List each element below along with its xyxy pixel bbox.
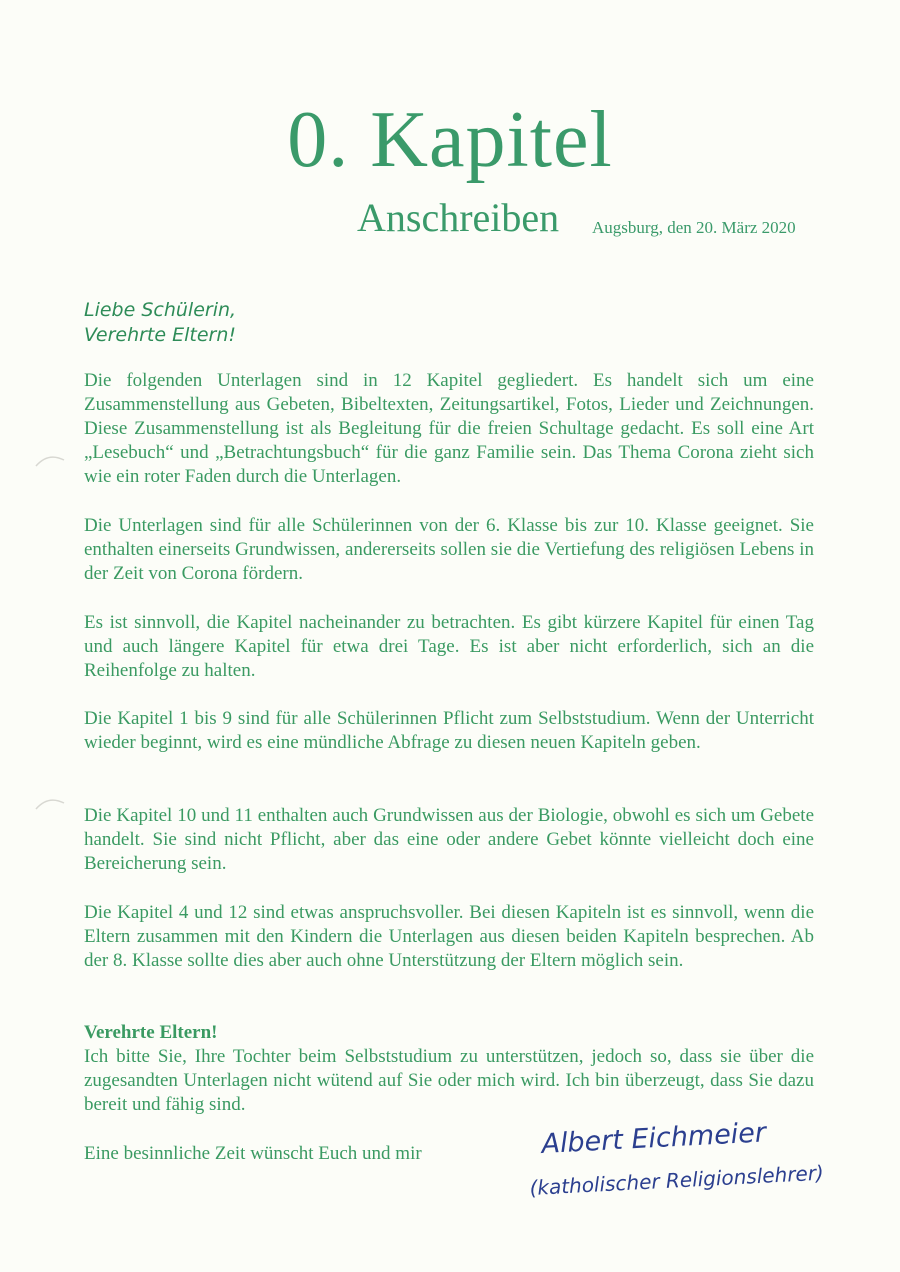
punch-hole-mark (34, 450, 68, 470)
parents-section (84, 1021, 814, 1117)
signature-role: (katholischer Religionslehrer) (529, 1160, 825, 1200)
paragraph-7: Ich bitte Sie, Ihre Tochter beim Selbststudium zu unterstützen, jedoch so, dass sie über die zugesandten Unterlagen nicht wütend auf Sie oder mich wird. Ich bin überzeugt, dass Sie dazu bereit und fähig sind. (84, 1046, 814, 1115)
date-line: Augsburg, den 20. März 2020 (592, 218, 796, 237)
closing-line: Eine besinnliche Zeit wünscht Euch und mir (84, 1143, 422, 1164)
paragraph-1: Die folgenden Unterlagen sind in 12 Kapitel gegliedert. Es handelt sich um eine Zusammenstellung aus Gebeten, Bibeltexten, Zeitungsartikel, Fotos, Lieder und Zeichnungen. Diese Zusammenstellung ist als Begleitung für die freien Schultage gedacht. Es soll eine Art „Lesebuch“ und „Betrachtungsbuch“ für die ganz Familie sein. Das Thema Corona zieht sich wie ein roter Faden durch die Unterlagen. (84, 370, 814, 487)
handwritten-signature (520, 1115, 890, 1205)
signature-name: Albert Eichmeier (540, 1117, 767, 1160)
parents-heading: Verehrte Eltern! (84, 1022, 218, 1043)
paragraph-6: Die Kapitel 4 und 12 sind etwas anspruchsvoller. Bei diesen Kapiteln ist es sinnvoll, wenn die Eltern zusammen mit den Kindern die Unterlagen aus diesen beiden Kapiteln besprechen. Ab der 8. Klasse sollte dies aber auch ohne Unterstützung der Eltern möglich sein. (84, 902, 814, 971)
page-title: 0. Kapitel (287, 96, 613, 184)
paragraph-5: Die Kapitel 10 und 11 enthalten auch Grundwissen aus der Biologie, obwohl es sich um Gebete handelt. Sie sind nicht Pflicht, aber das eine oder andere Gebet könnte vielleicht doch eine Bereicherung sein. (84, 805, 814, 874)
page-subtitle: Anschreiben (357, 195, 560, 240)
paragraph-3: Es ist sinnvoll, die Kapitel nacheinander zu betrachten. Es gibt kürzere Kapitel für einen Tag und auch längere Kapitel für etwa drei Tage. Es ist aber nicht erforderlich, sich an die Reihenfolge zu halten. (84, 612, 814, 681)
salutation-line-1: Liebe Schülerin, (84, 299, 237, 321)
salutation-line-2: Verehrte Eltern! (84, 324, 236, 346)
paragraph-2: Die Unterlagen sind für alle Schülerinnen von der 6. Klasse bis zur 10. Klasse geeignet. Sie enthalten einerseits Grundwissen, andererseits sollen sie die Vertiefung des religiösen Lebens in der Zeit von Corona fördern. (84, 515, 814, 584)
paragraph-4: Die Kapitel 1 bis 9 sind für alle Schülerinnen Pflicht zum Selbststudium. Wenn der Unterricht wieder beginnt, wird es eine mündliche Abfrage zu diesen neuen Kapiteln geben. (84, 708, 814, 753)
salutation (84, 298, 236, 348)
punch-hole-mark (34, 793, 68, 813)
